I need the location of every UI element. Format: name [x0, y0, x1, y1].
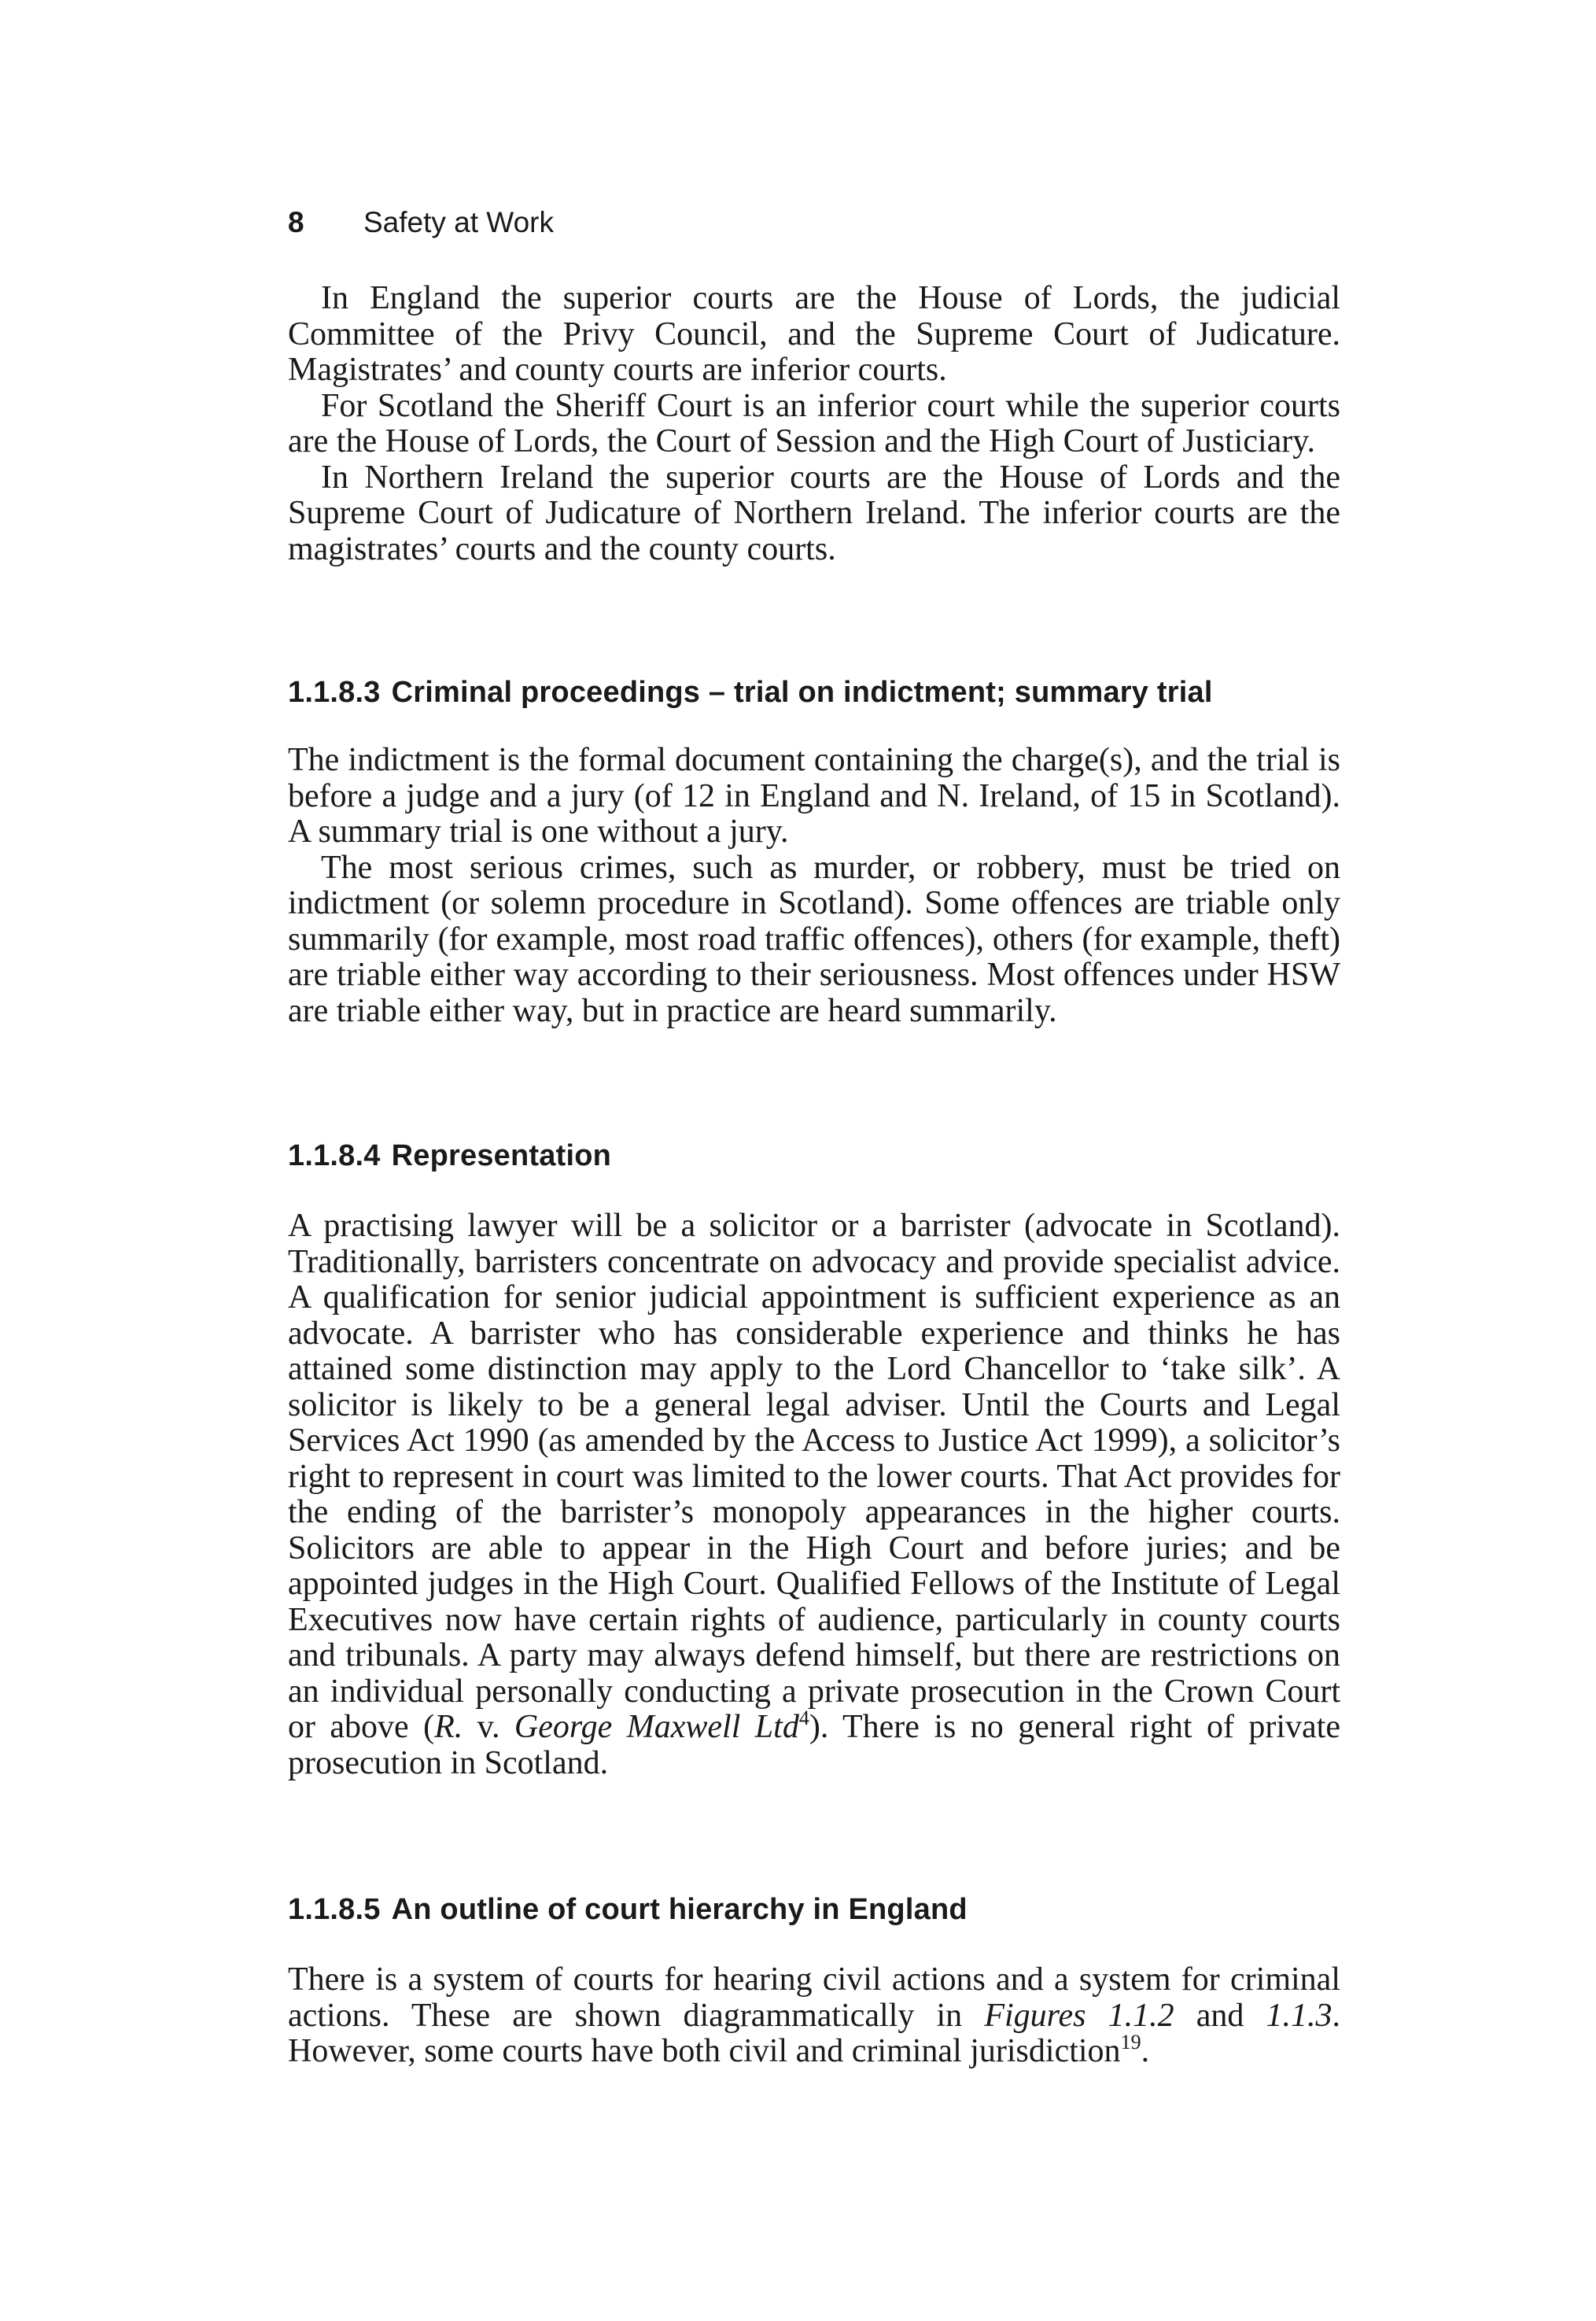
book-title: Safety at Work [363, 206, 554, 238]
paragraph-text: A practising lawyer will be a solicitor or a barrister (advocate in Scotland). Traditionally, barristers concentrate on advocacy and provide specialist advice. A qualification for senior judicial appointment is sufficient experience as an advocate. A barrister who has considerable experience and thinks he has attained some distinction may apply to the Lord Chancellor to ‘take silk’. A solicitor is likely to be a general legal adviser. Until the Courts and Legal Services Act 1990 (as amended by the Access to Justice Act 1999), a solicitor’s right to represent in court was limited to the lower courts. That Act provides for the ending of the barrister’s monopoly appearances in the higher courts. Solicitors are able to appear in the High Court and before juries; and be appointed judges in the High Court. Qualified Fellows of the Institute of Legal Executives now have certain rights of audience, particularly in county courts and tribunals. A party may always defend himself, but there are restrictions on an individual personally conducting a private prosecution in the Crown Court or above ( [288, 1208, 1340, 1745]
case-citation-name: George Maxwell Ltd [514, 1709, 799, 1745]
case-citation-v: v. [463, 1709, 514, 1745]
paragraph: The indictment is the formal document containing the charge(s), and the trial is before a judge and a jury (of 12 in England and N. Ireland, of 15 in Scotland). A summary trial is one without a jury. [288, 742, 1340, 850]
section-heading-1-1-8-3 [288, 673, 1213, 712]
case-citation-r: R. [434, 1709, 463, 1745]
section-number: 1.1.8.5 [288, 1893, 381, 1926]
section-title: Criminal proceedings – trial on indictment; summary trial [391, 676, 1213, 709]
paragraph: In Northern Ireland the superior courts are the House of Lords and the Supreme Court of Judicature of Northern Ireland. The inferior courts are the magistrates’ courts and the county courts. [288, 459, 1340, 567]
paragraph [288, 1208, 1340, 1781]
intro-block [288, 281, 1340, 567]
page-number: 8 [288, 206, 304, 238]
paragraph-text: . However, some courts have both civil and criminal jurisdiction [288, 1997, 1340, 2069]
paragraph-text: and [1174, 1997, 1266, 2034]
paragraph-text: There is a system of courts for hearing civil actions and a system for criminal actions. These are shown diagrammatically in [288, 1961, 1340, 2034]
section-title: Representation [391, 1139, 612, 1172]
section-number: 1.1.8.3 [288, 676, 381, 709]
paragraph: The most serious crimes, such as murder, or robbery, must be tried on indictment (or solemn procedure in Scotland). Some offences are triable only summarily (for example, most road traffic offences), others (for example, theft) are triable either way according to their seriousness. Most offences under HSW are triable either way, but in practice are heard summarily. [288, 849, 1340, 1029]
paragraph-text: ). There is no general right of private prosecution in Scotland. [288, 1709, 1340, 1781]
section-number: 1.1.8.4 [288, 1139, 381, 1172]
figure-reference: 1.1.3 [1266, 1997, 1332, 2034]
footnote-reference: 19 [1120, 2031, 1141, 2053]
running-header [288, 203, 554, 242]
section-1-1-8-3-body [288, 743, 1340, 1029]
paragraph: For Scotland the Sheriff Court is an inferior court while the superior courts are the House of Lords, the Court of Session and the High Court of Justiciary. [288, 387, 1340, 459]
section-heading-1-1-8-4 [288, 1136, 611, 1175]
paragraph [288, 1962, 1340, 2070]
section-title: An outline of court hierarchy in England [391, 1893, 968, 1926]
paragraph: In England the superior courts are the House of Lords, the judicial Committee of the Privy Council, and the Supreme Court of Judicature. Magistrates’ and county courts are inferior courts. [288, 280, 1340, 388]
figure-reference: Figures 1.1.2 [984, 1997, 1174, 2034]
section-heading-1-1-8-5 [288, 1890, 968, 1929]
paragraph-text: . [1141, 2033, 1150, 2069]
section-1-1-8-5-body [288, 1962, 1340, 2070]
section-1-1-8-4-body [288, 1208, 1340, 1781]
footnote-reference: 4 [798, 1707, 809, 1729]
